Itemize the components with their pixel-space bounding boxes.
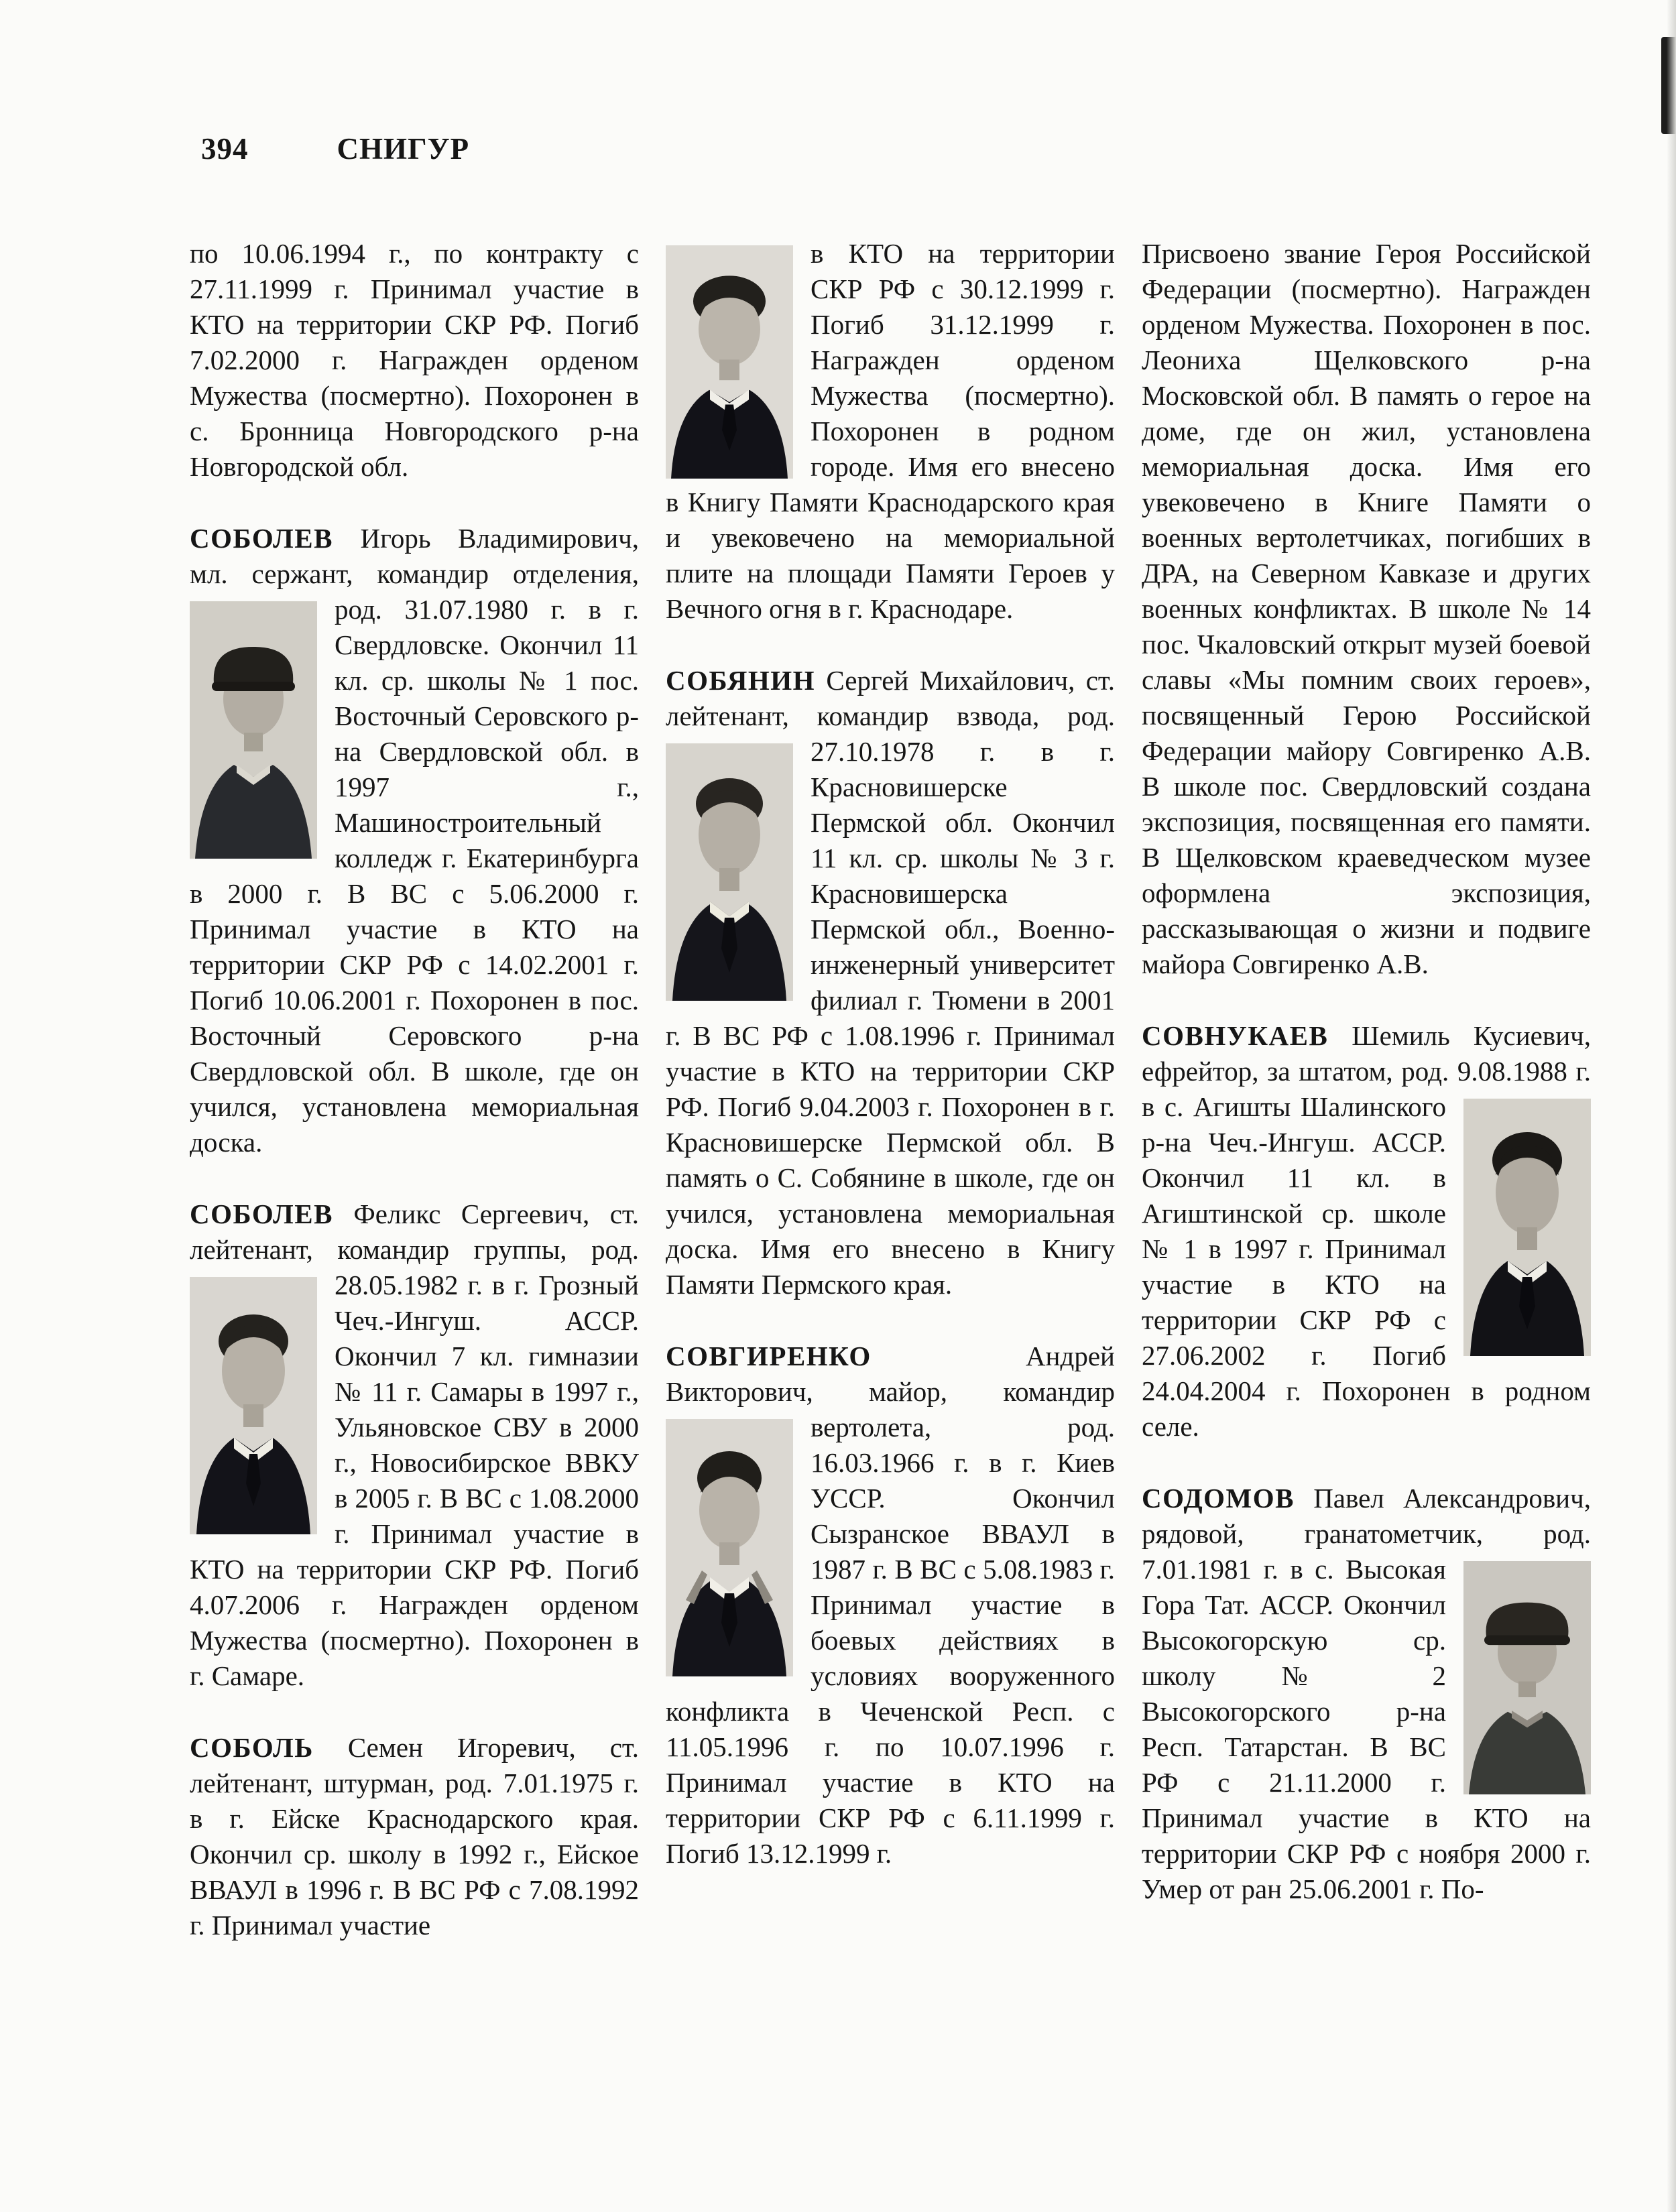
running-header: [201, 134, 469, 164]
paragraph-text: в КТО на территории СКР РФ с 30.12.1999 г. Погиб 31.12.1999 г. Награжден орденом Мужества (посмертно). Похоронен в родном городе. Имя его внесено в Книгу Памяти Краснодарского края и увековечено на мемориальной плите на площади Памяти Героев у Вечного огня в г. Краснодаре.: [666, 238, 1115, 624]
entry-body: род. 31.07.1980 г. в г. Свердловске. Окончил 11 кл. ср. школы № 1 пос. Восточный Серовского р-на Свердловской обл. в 1997 г., Машиностроительный колледж г. Екатеринбурга в 2000 г. В ВС с 5.06.2000 г. Принимал участие в КТО на территории СКР РФ с 14.02.2001 г. Погиб 10.06.2001 г. Похоронен в пос. Восточный Серовского р-на Свердловской обл. В школе, где он учился, установлена мемориальная доска.: [190, 594, 639, 1158]
portrait-photo-sovnukaev-shemil: [1463, 1099, 1591, 1356]
continuation-paragraph: [190, 236, 639, 485]
entry-sobolev-igor: [190, 521, 639, 1160]
entry-body: род. 28.05.1982 г. в г. Грозный Чеч.-Ингуш. АССР. Окончил 7 кл. гимназии № 11 г. Самары в 1997 г., Ульяновское СВУ в 2000 г., Новосибирское ВВКУ в 2005 г. В ВС с 1.08.2000 г. Принимал участие в КТО на территории СКР РФ. Погиб 4.07.2006 г. Награжден орденом Мужества (посмертно). Похоронен в г. Самаре.: [190, 1234, 639, 1691]
entry-lead: Игорь Владимирович, мл. сержант, командир отделения,: [190, 523, 639, 589]
entry-lead: Сергей Михайлович, ст. лейтенант, командир взвода,: [666, 665, 1115, 731]
entry-sovnukaev-shemil: [1142, 1018, 1591, 1445]
running-head-title: СНИГУР: [337, 132, 470, 166]
portrait-photo-sobyanin-sergey: [666, 743, 793, 1001]
entry-sodomov-pavel: [1142, 1481, 1591, 1907]
portrait-photo-sodomov-pavel: [1463, 1561, 1591, 1794]
continuation-paragraph: [1142, 236, 1591, 982]
portrait-photo-sovgirenko-andrey: [666, 1419, 793, 1676]
entry-sobolev-feliks: [190, 1196, 639, 1694]
entry-surname: СОВНУКАЕВ: [1142, 1020, 1329, 1051]
entry-lead: Андрей Викторович, майор, командир вертолета,: [666, 1341, 1115, 1442]
entry-body: с. Агишты Шалинского р-на Чеч.-Ингуш. АССР. Окончил 11 кл. в Агиштинской ср. школе № 1 в 1997 г. Принимал участие в КТО на территории СКР РФ с 27.06.2002 г. Погиб 24.04.2004 г. Похоронен в родном селе.: [1142, 1091, 1591, 1442]
entry-lead: Павел Александрович, рядовой, гранатометчик, род. 7.01.1981 г. в с.: [1142, 1483, 1591, 1585]
entry-surname: СОБОЛЬ: [190, 1732, 314, 1763]
entry-surname: СОВГИРЕНКО: [666, 1341, 872, 1371]
page-number: 394: [201, 132, 249, 166]
column-2: [666, 236, 1115, 1908]
entry-surname: СОБОЛЕВ: [190, 1199, 333, 1229]
entry-surname: СОДОМОВ: [1142, 1483, 1295, 1514]
entry-surname: СОБОЛЕВ: [190, 523, 333, 554]
column-3: [1142, 236, 1591, 1943]
portrait-photo-sobol-semen: [666, 245, 793, 479]
scan-edge-shadow: [1667, 0, 1676, 2212]
entry-surname: СОБЯНИН: [666, 665, 816, 696]
paragraph-text: Присвоено звание Героя Российской Федерации (посмертно). Награжден орденом Мужества. Похоронен в пос. Леониха Щелковского р-на Московской обл. В память о герое на доме, где он жил, установлена мемориальная доска. Имя его увековечено в Книге Памяти о военных вертолетчиках, погибших в ДРА, на Северном Кавказе и других военных конфликтах. В школе № 14 пос. Чкаловский открыт музей боевой славы «Мы помним своих героев», посвященный Герою Российской Федерации майору Совгиренко А.В. В школе пос. Свердловский создана экспозиция, посвященная его памяти. В Щелковском краеведческом музее оформлена экспозиция, рассказывающая о жизни и подвиге майора Совгиренко А.В.: [1142, 238, 1591, 979]
paragraph-text: по 10.06.1994 г., по контракту с 27.11.1999 г. Принимал участие в КТО на территории СКР РФ. Погиб 7.02.2000 г. Награжден орденом Мужества (посмертно). Похоронен в с. Бронница Новгородского р-на Новгородской обл.: [190, 238, 639, 482]
portrait-photo-sobolev-igor: [190, 601, 317, 859]
continuation-paragraph: [666, 236, 1115, 627]
entry-lead: Семен Игоревич, ст. лейтенант, штурман, род. 7.01.1975 г. в г. Ейске Краснодарского края. Окончил ср. школу в 1992 г., Ейское ВВАУЛ в 1996 г. В ВС РФ с 7.08.1992 г. Принимал участие: [190, 1732, 639, 1941]
entry-body: род. 16.03.1966 г. в г. Киев УССР. Окончил Сызранское ВВАУЛ в 1987 г. В ВС с 5.08.1983 г. Принимал участие в боевых действиях в условиях вооруженного конфликта в Чеченской Респ. с 11.05.1996 г. по 10.07.1996 г. Принимал участие в КТО на территории СКР РФ с 6.11.1999 г. Погиб 13.12.1999 г.: [666, 1412, 1115, 1869]
column-1: [190, 236, 639, 1979]
entry-lead: Шемиль Кусиевич, ефрейтор, за штатом, род. 9.08.1988 г. в: [1142, 1020, 1591, 1122]
entry-lead: Феликс Сергеевич, ст. лейтенант, командир группы,: [190, 1199, 639, 1265]
entry-sobyanin-sergey: [666, 663, 1115, 1302]
portrait-photo-sobolev-feliks: [190, 1277, 317, 1534]
entry-body: Высокая Гора Тат. АССР. Окончил Высокогорскую ср. школу № 2 Высокогорского р-на Респ. Татарстан. В ВС РФ с 21.11.2000 г. Принимал участие в КТО на территории СКР РФ с ноября 2000 г. Умер от ран 25.06.2001 г. По-: [1142, 1554, 1591, 1904]
entry-sovgirenko-andrey: [666, 1339, 1115, 1871]
entry-sobol-semen: [190, 1730, 639, 1943]
entry-body: род. 27.10.1978 г. в г. Красновишерске Пермской обл. Окончил 11 кл. ср. школы № 3 г. Красновишерска Пермской обл., Военно-инженерный университет филиал г. Тюмени в 2001 г. В ВС РФ с 1.08.1996 г. Принимал участие в КТО на территории СКР РФ. Погиб 9.04.2003 г. Похоронен в г. Красновишерске Пермской обл. В память о С. Собянине в школе, где он учился, установлена мемориальная доска. Имя его внесено в Книгу Памяти Пермского края.: [666, 700, 1115, 1300]
